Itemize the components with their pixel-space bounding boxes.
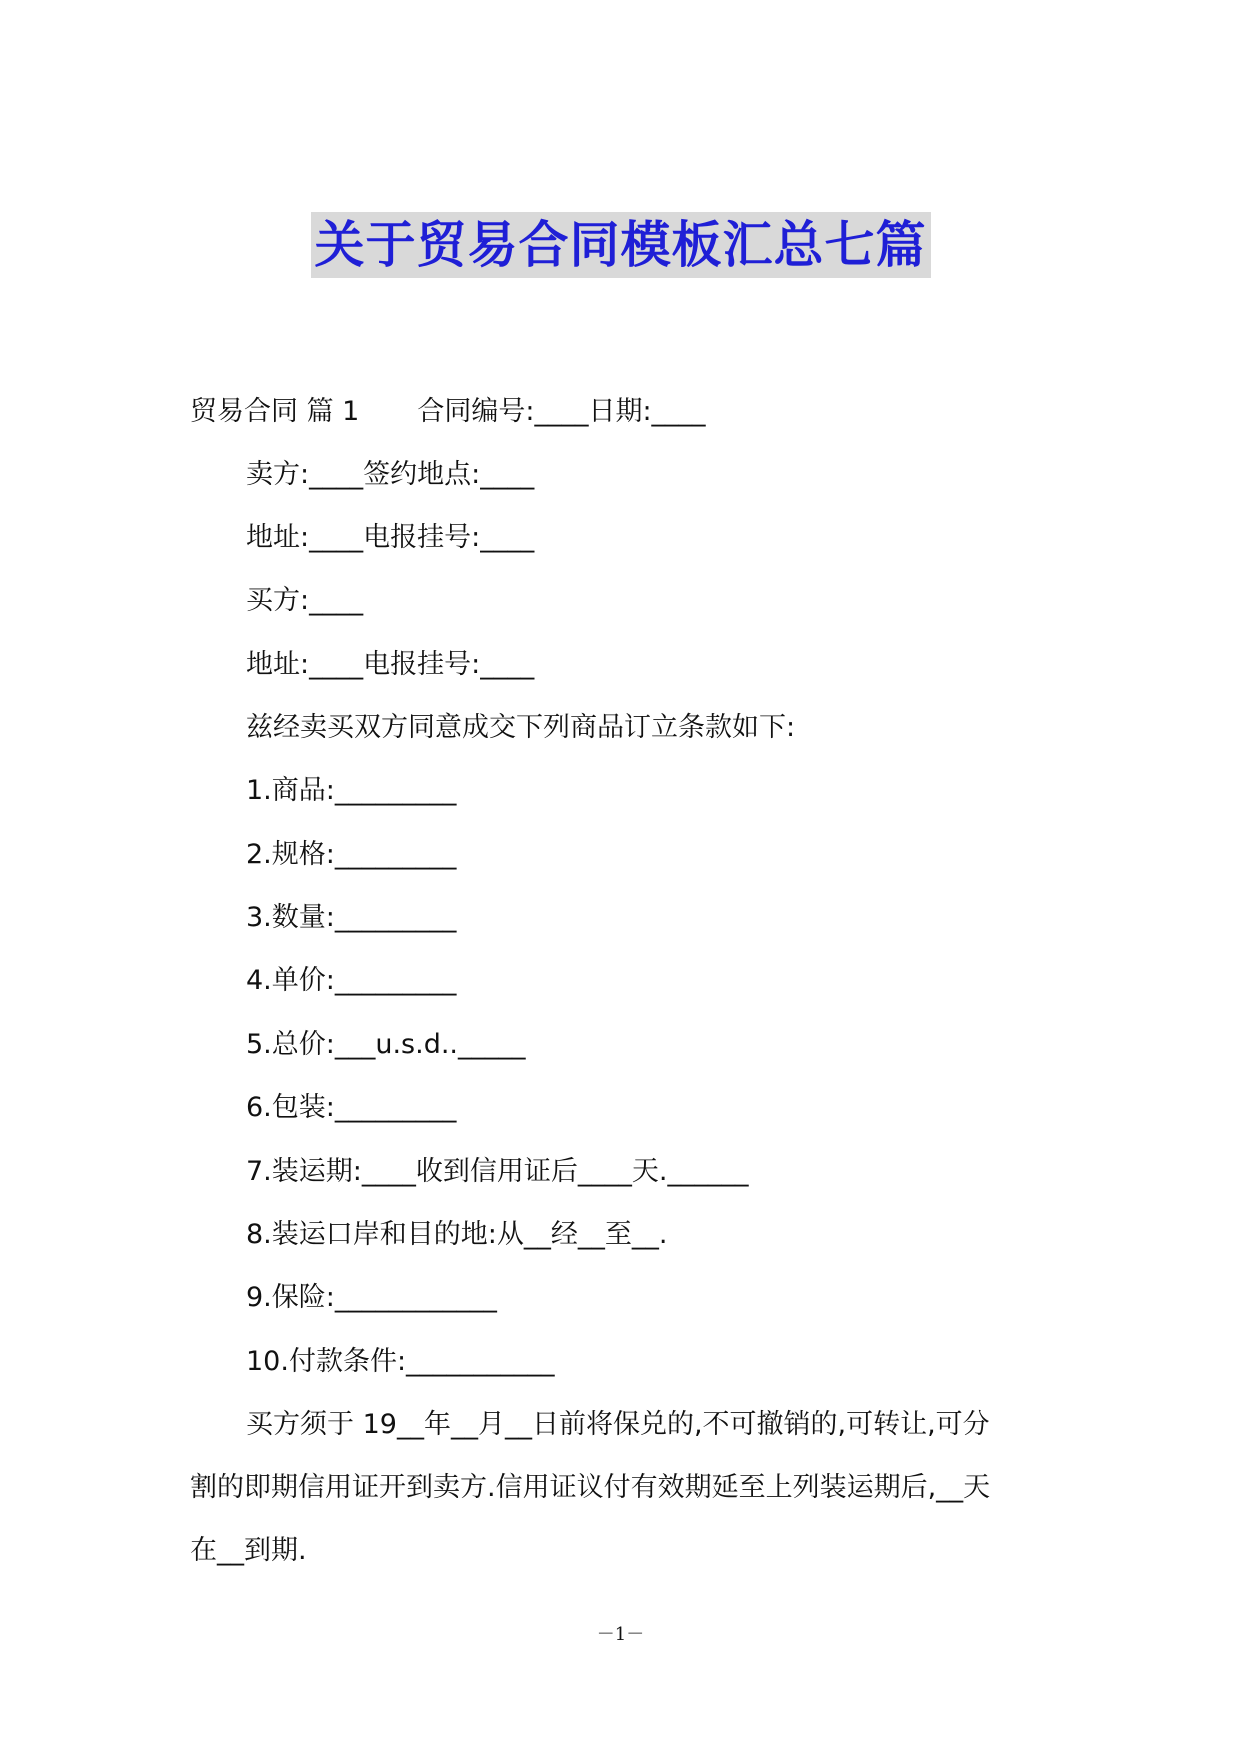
clause-shipment: 7.装运期:____收到信用证后____天.______ [246, 1156, 749, 1187]
clause-payment: 10.付款条件:___________ [246, 1346, 555, 1377]
clause-total-price: 5.总价:___u.s.d.._____ [246, 1029, 526, 1060]
contract-number-date: 合同编号:____日期:____ [417, 396, 706, 427]
clause-unit-price: 4.单价:_________ [246, 965, 457, 996]
clause-quantity: 3.数量:_________ [246, 902, 457, 933]
seller-address-line: 地址:____电报挂号:____ [246, 522, 535, 553]
clause-packing: 6.包装:_________ [246, 1092, 457, 1123]
paragraph-line-1: 买方须于 19__年__月__日前将保兑的,不可撤销的,可转让,可分 [246, 1409, 990, 1440]
agreement-intro: 兹经卖买双方同意成交下列商品订立条款如下: [246, 712, 796, 743]
paragraph-line-2: 割的即期信用证开到卖方.信用证议付有效期延至上列装运期后,__天 [190, 1472, 991, 1503]
buyer-address-line: 地址:____电报挂号:____ [246, 649, 535, 680]
page-number: －1－ [596, 1624, 645, 1645]
document-title: 关于贸易合同模板汇总七篇 [311, 212, 931, 278]
header-line [190, 394, 706, 430]
clause-insurance: 9.保险:____________ [246, 1282, 497, 1313]
clause-commodity: 1.商品:_________ [246, 775, 457, 806]
clause-specification: 2.规格:_________ [246, 839, 457, 870]
buyer-line: 买方:____ [246, 585, 364, 616]
paragraph-line-3: 在__到期. [190, 1535, 307, 1566]
clause-ports: 8.装运口岸和目的地:从__经__至__. [246, 1219, 668, 1250]
title-container [0, 212, 1241, 278]
section-heading: 贸易合同 篇 1 [190, 396, 360, 427]
seller-line: 卖方:____签约地点:____ [246, 459, 535, 490]
